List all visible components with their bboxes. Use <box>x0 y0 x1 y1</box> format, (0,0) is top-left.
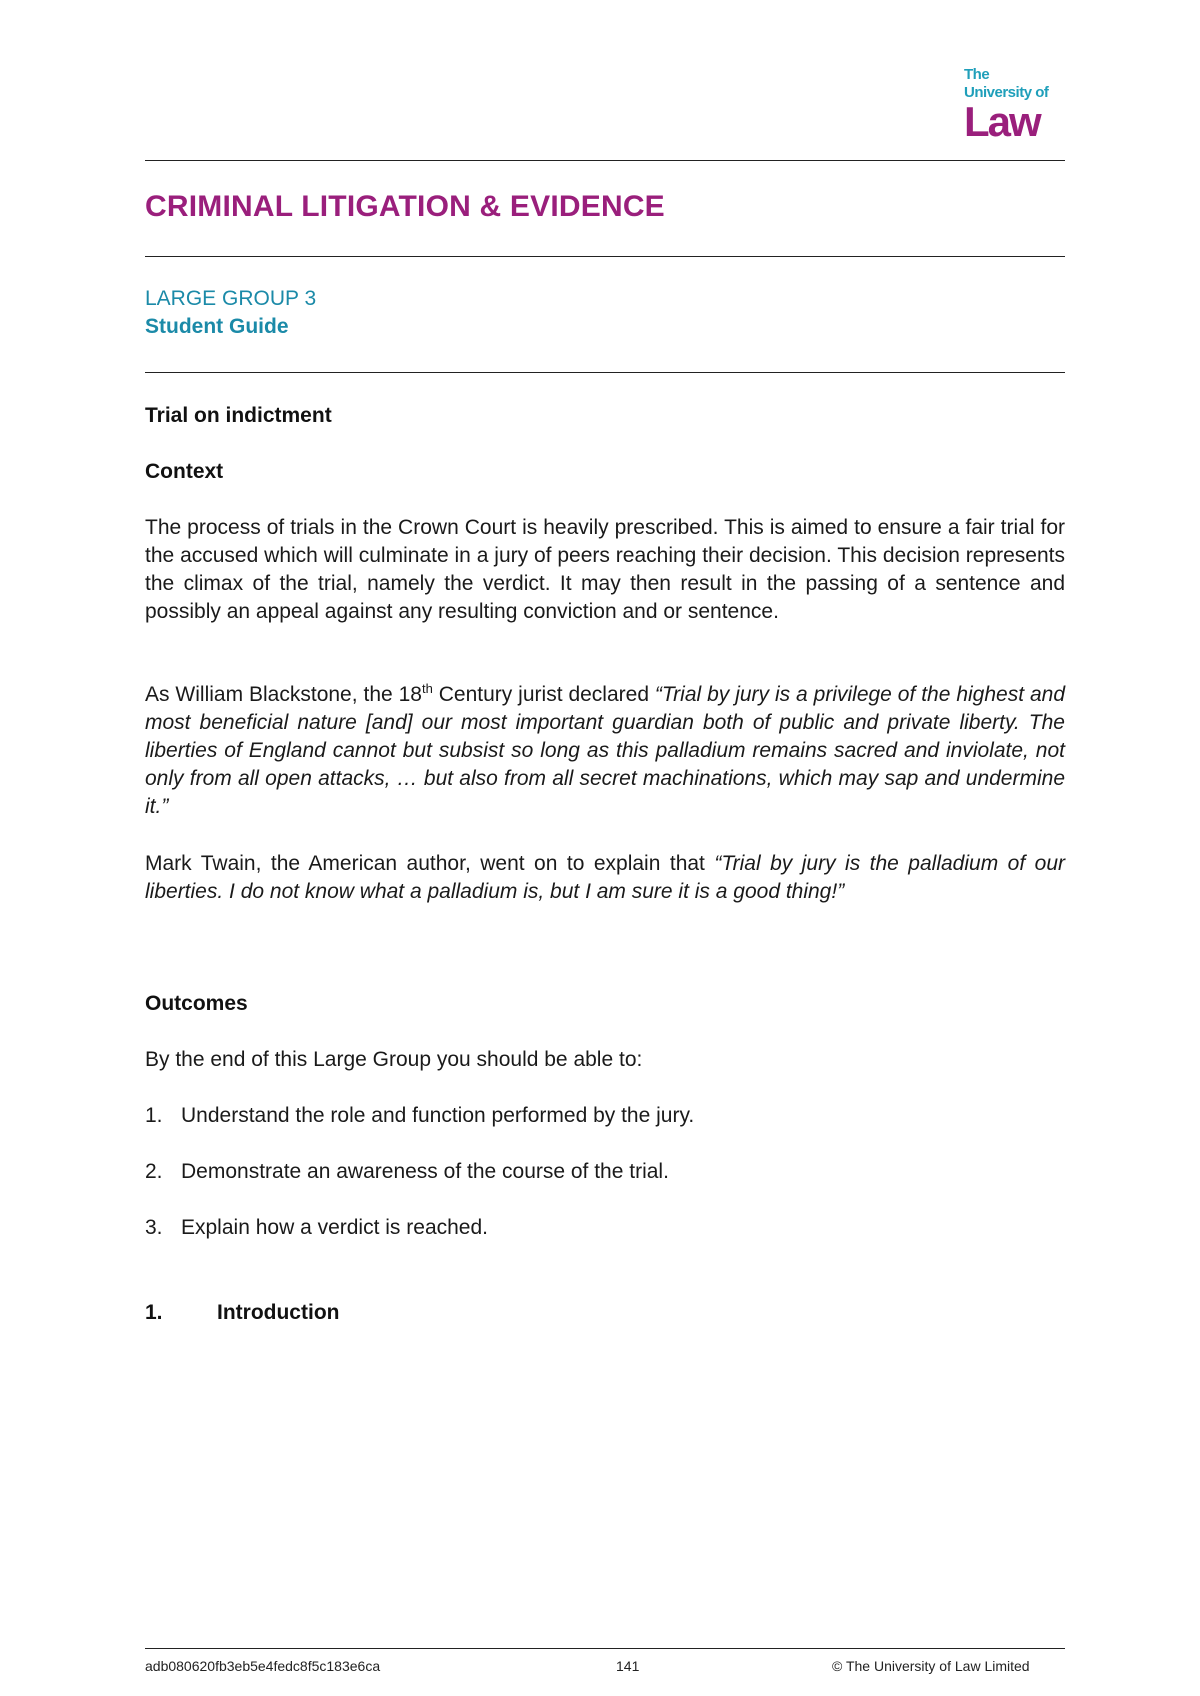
outcome-number: 3. <box>145 1216 163 1239</box>
section-title: Introduction <box>217 1301 340 1324</box>
blackstone-paragraph <box>145 681 1065 821</box>
outcome-item <box>145 1160 669 1184</box>
twain-prefix: Mark Twain, the American author, went on to explain that <box>145 852 715 875</box>
university-logo <box>964 66 1064 145</box>
logo-line-university: University of <box>964 84 1049 101</box>
divider-top <box>145 160 1065 161</box>
divider-subtitle <box>145 372 1065 373</box>
section-introduction-heading <box>145 1301 339 1325</box>
outcome-text: Understand the role and function performed by the jury. <box>181 1104 695 1127</box>
outcome-number: 2. <box>145 1160 163 1183</box>
outcome-item <box>145 1216 488 1240</box>
footer-page-number: 141 <box>616 1658 640 1674</box>
footer-copyright: © The University of Law Limited <box>832 1658 1030 1674</box>
blackstone-prefix: As William Blackstone, the 18 <box>145 683 422 706</box>
guide-label: Student Guide <box>145 315 289 338</box>
footer-doc-id: adb080620fb3eb5e4fedc8f5c183e6ca <box>145 1658 381 1674</box>
outcome-text: Demonstrate an awareness of the course of the trial. <box>181 1160 669 1183</box>
logo-line-the: The <box>964 66 990 83</box>
section-number: 1. <box>145 1301 163 1324</box>
outcome-text: Explain how a verdict is reached. <box>181 1216 488 1239</box>
topic-heading: Trial on indictment <box>145 404 332 427</box>
outcomes-intro: By the end of this Large Group you should be able to: <box>145 1048 643 1071</box>
outcome-item <box>145 1104 694 1128</box>
twain-quote: “Trial by jury is the palladium of our liberties. I do not know what a palladium is, but I am sure it is a good thing!” <box>145 852 1065 903</box>
blackstone-mid: Century jurist declared <box>432 683 655 706</box>
outcomes-heading: Outcomes <box>145 992 248 1015</box>
context-paragraph: The process of trials in the Crown Court is heavily prescribed. This is aimed to ensure a fair trial for the accused which will culminate in a jury of peers reaching their decision. This decision represents the climax of the trial, namely the verdict. It may then result in the passing of a sentence and possibly an appeal against any resulting conviction and or sentence. <box>145 516 1065 623</box>
footer-divider <box>145 1648 1065 1649</box>
twain-paragraph <box>145 850 1065 906</box>
blackstone-superscript: th <box>421 681 433 696</box>
group-label: LARGE GROUP 3 <box>145 287 317 310</box>
document-title: CRIMINAL LITIGATION & EVIDENCE <box>145 190 665 223</box>
outcome-number: 1. <box>145 1104 163 1127</box>
blackstone-quote: “Trial by jury is a privilege of the highest and most beneficial nature [and] our most important guardian both of public and private liberty. The liberties of England cannot but subsist so long as this palladium remains sacred and inviolate, not only from all open attacks, … but also from all secret machinations, which may sap and undermine it.” <box>145 683 1066 818</box>
logo-line-law: Law <box>964 98 1040 145</box>
divider-title <box>145 256 1065 257</box>
context-heading: Context <box>145 460 224 483</box>
